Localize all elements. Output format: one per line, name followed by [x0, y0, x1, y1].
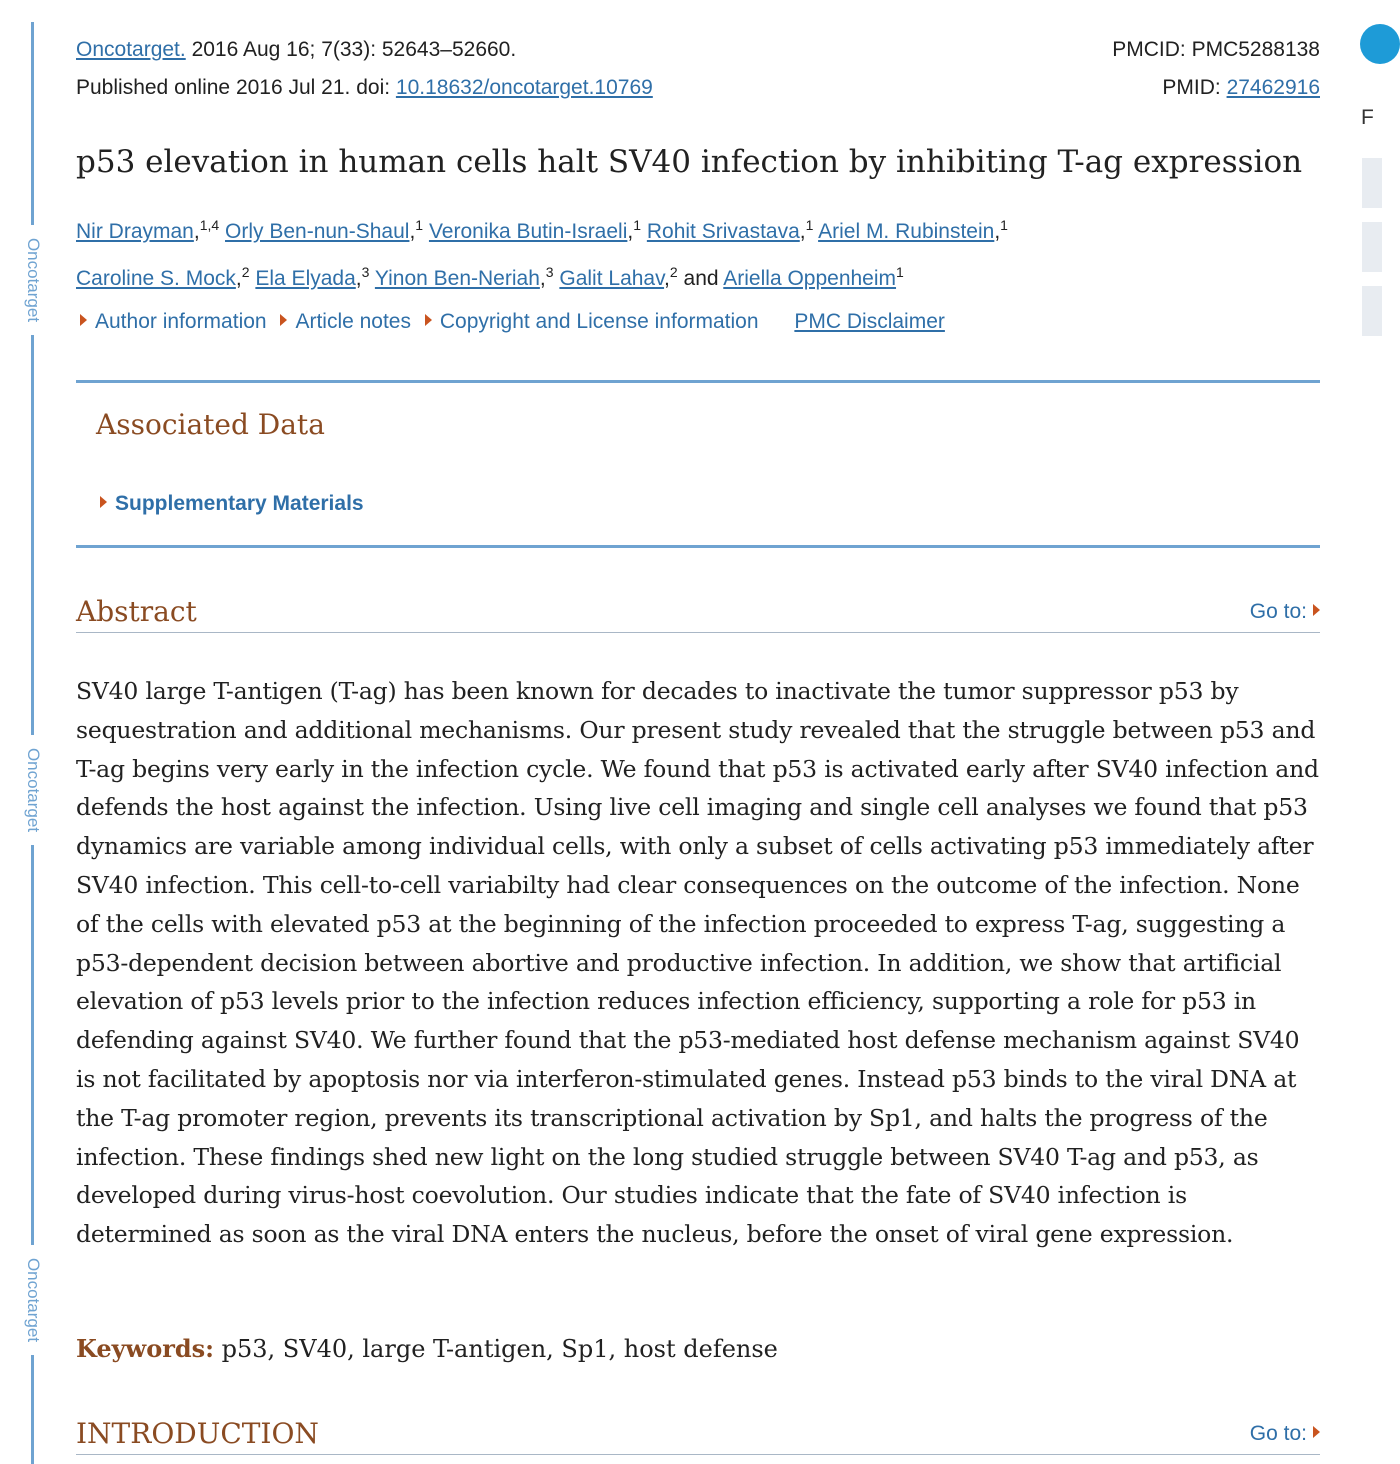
author-link[interactable]: Nir Drayman [76, 220, 194, 243]
abstract-text: SV40 large T-antigen (T-ag) has been known for decades to inactivate the tumor suppressor p53 by sequestration and additional mechanisms. Our present study revealed that the struggle between p53 and T-ag begins very early in the infection cycle. We found that p53 is activated early after SV40 infection and defends the host against the infection. Using live cell imaging and single cell analyses we found that p53 dynamics are variable among individual cells, with only a subset of cells activating p53 immediately after SV40 infection. This cell-to-cell variabilty had clear consequences on the outcome of the infection. None of the cells with elevated p53 at the beginning of the infection proceeded to express T-ag, suggesting a p53-dependent decision between abortive and productive infection. In addition, we show that artificial elevation of p53 levels prior to the infection reduces infection efficiency, supporting a role for p53 in defending against SV40. We further found that the p53-mediated host defense mechanism against SV40 is not facilitated by apoptosis nor via interferon-stimulated genes. Instead p53 binds to the viral DNA at the T-ag promoter region, prevents its transcriptional activation by Sp1, and halts the progress of the infection. These findings shed new light on the long studied struggle between SV40 T-ag and p53, as developed during virus-host coevolution. Our studies indicate that the fate of SV40 infection is determined as soon as the viral DNA enters the nucleus, before the onset of viral gene expression. [76, 677, 1319, 1249]
article-notes-toggle[interactable]: Article notes [276, 310, 411, 333]
pmid-link[interactable]: 27462916 [1226, 76, 1320, 99]
abstract-section-header [76, 592, 1320, 633]
pmid-label: PMID: [1162, 76, 1227, 99]
right-panel-badge-icon[interactable] [1360, 24, 1400, 64]
copyright-toggle[interactable]: Copyright and License information [421, 310, 759, 333]
author-affiliation: 1 [633, 217, 642, 233]
author-link[interactable]: Rohit Srivastava [646, 220, 800, 243]
sidebar-journal-label: Oncotarget [18, 225, 48, 335]
sidebar-journal-label: Oncotarget [18, 735, 48, 845]
doi-link[interactable]: 10.18632/oncotarget.10769 [395, 76, 653, 99]
section-divider [76, 545, 1320, 548]
identifier-block [1112, 31, 1320, 107]
author-link[interactable]: Galit Lahav [559, 267, 665, 290]
abstract-heading: Abstract [76, 595, 197, 628]
associated-data-heading: Associated Data [96, 408, 325, 441]
keywords-line [76, 1334, 778, 1363]
goto-triangle-icon [1313, 1426, 1320, 1438]
author-affiliation: 1,4 [199, 217, 220, 233]
right-panel-label-fragment: F [1361, 106, 1374, 129]
author-affiliation: 3 [361, 264, 370, 280]
author-link[interactable]: Veronika Butin-Israeli [428, 220, 628, 243]
author-information-toggle[interactable]: Author information [76, 310, 267, 333]
supplementary-materials-toggle[interactable]: Supplementary Materials [96, 492, 364, 516]
author-link[interactable]: Caroline S. Mock [76, 267, 236, 290]
keywords-label: Keywords: [76, 1334, 215, 1363]
section-divider [76, 380, 1320, 383]
published-online: Published online 2016 Jul 21. doi: [76, 76, 396, 99]
author-affiliation: 1 [805, 217, 814, 233]
article-meta-links [76, 306, 945, 338]
pmc-disclaimer-link[interactable]: PMC Disclaimer [794, 310, 945, 333]
author-affiliation: 1 [1000, 217, 1008, 233]
goto-menu[interactable]: Go to: [1250, 600, 1320, 624]
author-link[interactable]: Orly Ben-nun-Shaul [225, 220, 410, 243]
journal-link[interactable]: Oncotarget. [76, 38, 186, 61]
right-panel-button-edge[interactable] [1362, 286, 1382, 336]
author-affiliation: 2 [241, 264, 250, 280]
citation-date: 2016 Aug 16; 7(33): 52643–52660. [185, 38, 517, 61]
pmcid: PMCID: PMC5288138 [1112, 38, 1320, 61]
author-affiliation: 1 [896, 264, 904, 280]
citation-block [76, 31, 653, 107]
expand-triangle-icon [80, 314, 87, 326]
introduction-heading: INTRODUCTION [76, 1417, 319, 1450]
goto-triangle-icon [1313, 604, 1320, 616]
author-affiliation: 3 [545, 264, 554, 280]
expand-triangle-icon [425, 314, 432, 326]
sidebar-journal-label: Oncotarget [18, 1245, 48, 1355]
expand-triangle-icon [100, 496, 107, 508]
author-affiliation: 1 [415, 217, 424, 233]
author-list: Nir Drayman,$^{1,4}$ Orly Ben-nun-Shaul,$^1$ Veronika Butin-Israeli,$^1$ Rohit Srivastava,$^1$ Ariel M. Rubinstein,$^1$ Caroline S. Mock,$^2$ Ela Elyada,$^3$ Yinon Ben-Neriah,$^3$ Galit Lahav,$^2$ and Ariella Oppenheim$^1$ [76, 217, 1008, 290]
author-link[interactable]: Yinon Ben-Neriah [374, 267, 540, 290]
author-link[interactable]: Ariel M. Rubinstein [818, 220, 995, 243]
introduction-section-header [76, 1414, 1320, 1455]
expand-triangle-icon [280, 314, 287, 326]
author-affiliation: 2 [669, 264, 678, 280]
author-link[interactable]: Ela Elyada [255, 267, 356, 290]
right-panel-button-edge[interactable] [1362, 158, 1382, 208]
authors-and: and [683, 267, 719, 290]
keywords-value: p53, SV40, large T-antigen, Sp1, host defense [214, 1335, 778, 1363]
article-title: p53 elevation in human cells halt SV40 infection by inhibiting T-ag expression [76, 144, 1303, 180]
right-panel-button-edge[interactable] [1362, 222, 1382, 272]
goto-menu[interactable]: Go to: [1250, 1422, 1320, 1446]
author-link[interactable]: Ariella Oppenheim [723, 267, 897, 290]
